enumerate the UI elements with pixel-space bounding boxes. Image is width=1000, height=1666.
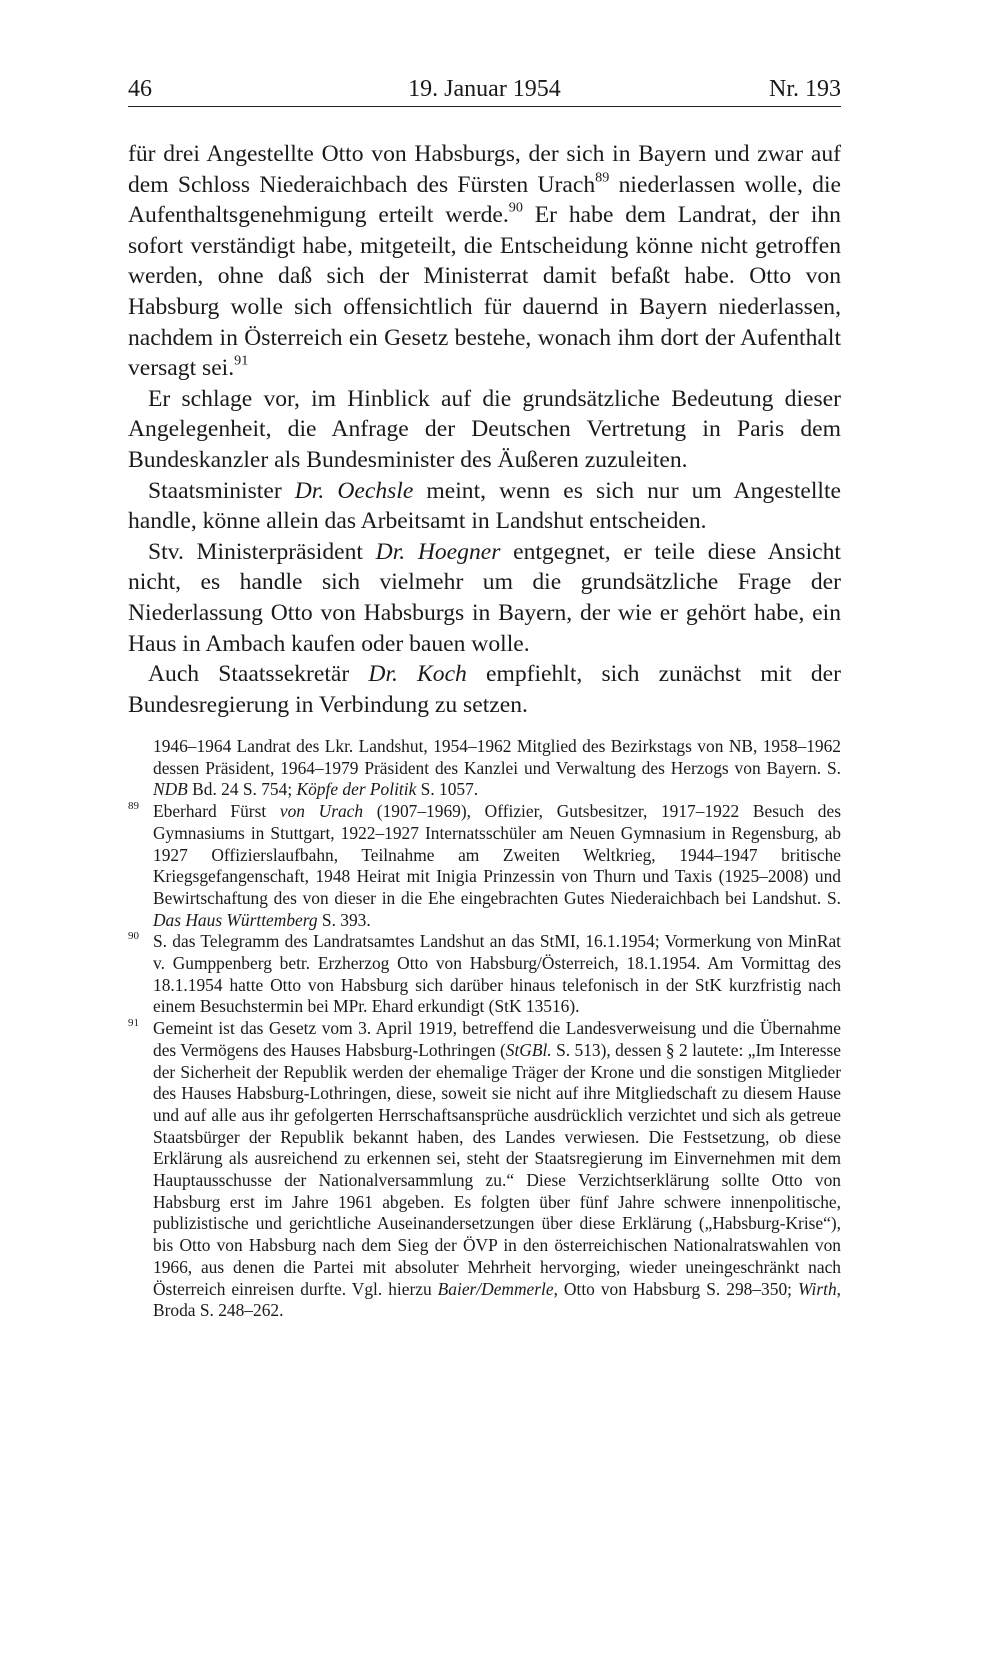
footnote-continued: [128, 736, 841, 801]
main-text: [128, 139, 841, 720]
footnote-ref-90[interactable]: 90: [508, 199, 523, 216]
text-run: S. 1057.: [416, 779, 479, 800]
running-header: [128, 74, 841, 108]
footnote-ref-89[interactable]: 89: [595, 168, 610, 185]
text-run: Bd. 24 S. 754;: [187, 779, 297, 800]
author-name: Baier/Demmerle: [437, 1278, 554, 1299]
footnote-ref-91[interactable]: 91: [234, 352, 249, 369]
text-run: 1946–1964 Landrat des Lkr. Landshut, 1954–1962 Mitglied des Bezirkstags von NB, 1958–1962 dessen Präsident, 1964–1979 Präsident des Kanzlei und Verwaltung des Herzogs von Bayern. S.: [153, 736, 841, 778]
page-number: 46: [128, 76, 152, 102]
speaker-name: Dr. Koch: [368, 661, 467, 688]
text-run: Er habe dem Landrat, der ihn sofort verständigt habe, mitgeteilt, die Entscheidung könne nicht getroffen werden, ohne daß sich der Ministerrat damit befaßt habe. Otto von Habsburg wolle sich offensichtlich für dauernd in Bayern niederlassen, nachdem in Österreich ein Gesetz bestehe, wonach ihm dort der Aufenthalt versagt sei.: [128, 202, 841, 382]
text-run: Auch Staatssekretär: [148, 661, 369, 688]
footnote-number: 89: [128, 800, 139, 813]
speaker-name: Dr. Hoegner: [375, 538, 501, 565]
footnote-90: [128, 931, 841, 1018]
header-date: 19. Januar 1954: [408, 76, 561, 102]
author-name: Wirth: [797, 1278, 837, 1299]
paragraph-2: Er schlage vor, im Hinblick auf die grundsätzliche Bedeutung dieser Angelegenheit, die Anfrage der Deutschen Vertretung in Paris dem Bundeskanzler als Bundesminister des Äußeren zuzuleiten.: [128, 385, 841, 473]
footnote-91: [128, 1018, 841, 1322]
person-name: von Urach: [279, 801, 364, 822]
text-run: , Otto von Habsburg S. 298–350;: [553, 1278, 798, 1299]
text-run: niederlassen wolle, die Aufenthaltsgenehmigung erteilt werde.: [128, 171, 841, 229]
text-run: empfiehlt, sich zunächst mit der Bundesregierung in Verbindung zu setzen.: [128, 661, 841, 718]
text-run: (1907–1969), Offizier, Gutsbesitzer, 1917–1922 Besuch des Gymnasiums in Stuttgart, 1922–1927 Internatsschüler am Neuen Gymnasium in Regensburg, ab 1927 Offizierslaufbahn, Teilnahme am Zweiten Weltkrieg, 1944–1947 britische Kriegsgefangenschaft, 1948 Heirat mit Inigia Prinzessin von Thurn und Taxis (1925–2008) und Bewirtschaftung des von dieser in die Ehe eingebrachten Gutes Niederaichbach bei Landshut. S.: [153, 801, 841, 908]
paragraph-1: [128, 139, 841, 384]
paragraph-3: [128, 476, 841, 537]
header-rule: [128, 106, 841, 107]
footnote-number: 91: [128, 1017, 139, 1030]
text-run: S. das Telegramm des Landratsamtes Landshut an das StMI, 16.1.1954; Vormerkung von MinRat v. Gumppenberg betr. Erzherzog Otto von Habsburg/Österreich, 18.1.1954. Am Vormittag des 18.1.1954 hatte Otto von Habsburg sich darüber hinaus telefonisch in der StK kurzfristig nach einem Besuchstermin bei MPr. Ehard erkundigt (StK 13516).: [153, 931, 841, 1017]
text-run: S. 393.: [317, 909, 371, 930]
footnotes: [128, 736, 841, 1322]
citation-title: StGBl.: [505, 1039, 552, 1060]
paragraph-5: [128, 659, 841, 720]
footnote-89: [128, 801, 841, 931]
footnote-number: 90: [128, 930, 139, 943]
citation-title: NDB: [153, 779, 188, 800]
text-run: S. 513), dessen § 2 lautete: „Im Interesse der Sicherheit der Republik werden der ehemalige Träger der Krone und die sonstigen Mitglieder des Hauses Habsburg-Lothringen, diese, soweit sie nicht auf ihre Mitgliedschaft zu diesem Hause und auf alle aus ihr gefolgerten Herrschaftsansprüche ausdrücklich verzichtet und sich als getreue Staatsbürger der Republik bekannt haben, des Landes verwiesen. Die Festsetzung, ob diese Erklärung als ausreichend zu erkennen sei, steht der Staatsregierung im Einvernehmen mit dem Hauptausschusse der Nationalversammlung zu.“ Diese Verzichtserklärung sollte Otto von Habsburg erst im Jahre 1961 abgeben. Es folgten über fünf Jahre schwere innenpolitische, publizistische und gerichtliche Auseinandersetzungen über diese Erklärung („Habsburg-Krise“), bis Otto von Habsburg nach dem Sieg der ÖVP in den österreichischen Nationalratswahlen von 1966, aus denen die Partei mit absoluter Mehrheit hervorging, wieder uneingeschränkt nach Österreich einreisen durfte. Vgl. hierzu: [153, 1039, 842, 1299]
text-run: , Broda S. 248–262.: [153, 1278, 841, 1321]
text-run: Stv. Ministerpräsident: [148, 538, 376, 565]
text-run: entgegnet, er teile diese Ansicht nicht, es handle sich vielmehr um die grundsätzliche Frage der Niederlassung Otto von Habsburgs in Bayern, der wie er gehört habe, ein Haus in Ambach kaufen oder bauen wolle.: [128, 538, 841, 657]
text-run: Gemeint ist das Gesetz vom 3. April 1919, betreffend die Landesverweisung und die Übernahme des Vermögens des Hauses Habsburg-Lothringen (: [153, 1018, 841, 1060]
text-run: meint, wenn es sich nur um Angestellte handle, könne allein das Arbeitsamt in Landshut entscheiden.: [128, 477, 842, 535]
text-run: für drei Angestellte Otto von Habsburgs, der sich in Bayern und zwar auf dem Schloss Niederaichbach des Fürsten Urach: [128, 141, 841, 198]
speaker-name: Dr. Oechsle: [294, 477, 414, 504]
citation-title: Das Haus Württemberg: [153, 909, 318, 930]
citation-title: Köpfe der Politik: [296, 779, 417, 800]
text-run: Staatsminister: [148, 477, 295, 504]
paragraph-4: [128, 537, 841, 659]
text-run: Eberhard Fürst: [153, 801, 280, 822]
document-number: Nr. 193: [769, 76, 841, 102]
